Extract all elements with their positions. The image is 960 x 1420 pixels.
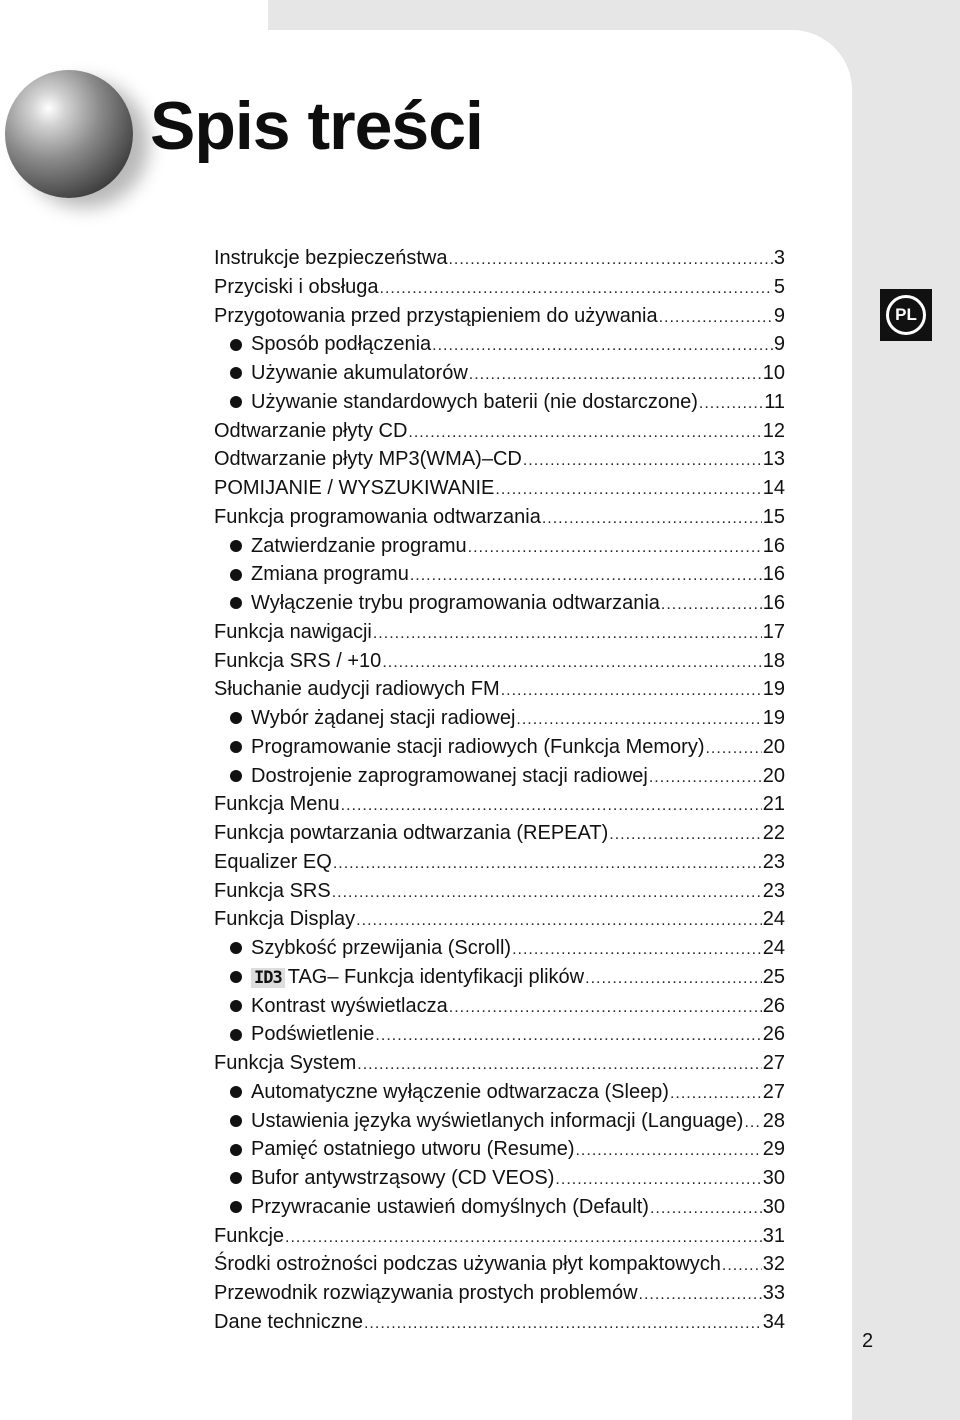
toc-entry <box>214 905 785 934</box>
toc-entry <box>214 675 785 704</box>
toc-page-number: 34 <box>762 1310 785 1333</box>
dot-leader <box>332 879 762 908</box>
dot-leader <box>670 1080 762 1109</box>
bullet-icon <box>230 1086 242 1098</box>
dot-leader <box>661 591 762 620</box>
bullet-icon <box>230 1144 242 1156</box>
toc-entry-text: Słuchanie audycji radiowych FM <box>214 678 500 701</box>
dot-leader <box>575 1137 761 1166</box>
toc-subentry <box>214 704 785 733</box>
bullet-icon <box>230 1201 242 1213</box>
bullet-icon <box>230 597 242 609</box>
toc-entry-text: Używanie standardowych baterii (nie dostarczone) <box>251 390 698 413</box>
toc-page-number: 32 <box>762 1253 785 1276</box>
toc-entry <box>214 445 785 474</box>
bullet-icon <box>230 971 242 983</box>
toc-page-number: 16 <box>762 534 785 557</box>
toc-entry-text: Funkcja nawigacji <box>214 620 372 643</box>
toc-entry <box>214 1250 785 1279</box>
dot-leader <box>380 275 773 304</box>
toc-entry-text: Przewodnik rozwiązywania prostych problemów <box>214 1282 638 1304</box>
toc-entry-text: Środki ostrożności podczas używania płyt kompaktowych <box>214 1253 721 1276</box>
toc-page-number: 30 <box>762 1195 785 1218</box>
toc-entry <box>214 302 785 331</box>
toc-entry-text: Pamięć ostatniego utworu (Resume) <box>251 1138 575 1161</box>
toc-subentry <box>214 1193 785 1222</box>
toc-page-number: 14 <box>762 477 785 499</box>
toc-entry-text: Wybór żądanej stacji radiowej <box>251 707 516 729</box>
bullet-icon <box>230 741 242 753</box>
toc-subentry <box>214 1164 785 1193</box>
dot-leader <box>408 419 761 448</box>
dot-leader <box>495 476 761 505</box>
bullet-icon <box>230 942 242 954</box>
page-title: Spis treści <box>150 88 483 164</box>
dot-leader <box>448 246 772 275</box>
toc-subentry <box>214 560 785 589</box>
toc-entry-text: Przywracanie ustawień domyślnych (Default) <box>251 1195 649 1218</box>
toc-entry-text: Programowanie stacji radiowych (Funkcja Memory) <box>251 735 705 758</box>
toc-entry-text: Instrukcje bezpieczeństwa <box>214 247 448 269</box>
toc-page-number: 29 <box>762 1138 785 1161</box>
toc-entry <box>214 647 785 676</box>
toc-entry-text: Odtwarzanie płyty CD <box>214 419 408 442</box>
dot-leader <box>432 332 773 361</box>
toc-subentry <box>214 934 785 963</box>
dot-leader <box>333 850 762 879</box>
toc-entry-text: TAG– Funkcja identyfikacji plików <box>287 965 585 988</box>
dot-leader <box>744 1109 761 1138</box>
dot-leader <box>449 994 762 1023</box>
toc-subentry <box>214 733 785 762</box>
toc-entry <box>214 417 785 446</box>
toc-entry <box>214 1279 785 1308</box>
toc-page-number: 11 <box>764 390 785 413</box>
dot-leader <box>705 735 761 764</box>
toc-page-number: 23 <box>762 879 785 902</box>
toc-page-number: 27 <box>762 1052 785 1074</box>
toc-subentry <box>214 330 785 359</box>
toc-entry <box>214 877 785 906</box>
toc-page-number: 16 <box>762 592 785 614</box>
toc-page-number: 15 <box>762 505 785 528</box>
toc-subentry <box>214 1078 785 1107</box>
toc-page-number: 20 <box>762 764 785 787</box>
toc-page-number: 20 <box>762 735 785 758</box>
toc-entry-text: Automatyczne wyłączenie odtwarzacza (Sleep) <box>251 1080 669 1103</box>
toc-subentry <box>214 1020 785 1049</box>
toc-entry <box>214 618 785 647</box>
bullet-icon <box>230 712 242 724</box>
bullet-icon <box>230 1000 242 1012</box>
toc-entry <box>214 474 785 503</box>
toc-entry-text: Przygotowania przed przystąpieniem do używania <box>214 304 658 327</box>
toc-entry-text: Wyłączenie trybu programowania odtwarzania <box>251 592 660 614</box>
bullet-icon <box>230 1115 242 1127</box>
toc-entry-text: Funkcja SRS <box>214 879 331 902</box>
toc-page-number: 19 <box>762 678 785 701</box>
bullet-icon <box>230 339 242 351</box>
toc-entry <box>214 848 785 877</box>
toc-entry-text: Funkcja programowania odtwarzania <box>214 505 541 528</box>
dot-leader <box>356 907 762 936</box>
bullet-icon <box>230 1172 242 1184</box>
toc-entry <box>214 1222 785 1251</box>
toc-page-number: 26 <box>762 994 785 1017</box>
toc-page-number: 33 <box>762 1282 785 1304</box>
toc-page-number: 13 <box>762 448 785 471</box>
toc-subentry <box>214 762 785 791</box>
toc-entry-text: Używanie akumulatorów <box>251 362 468 384</box>
bullet-icon <box>230 1029 242 1041</box>
toc-entry-text: POMIJANIE / WYSZUKIWANIE <box>214 477 495 499</box>
toc-page-number: 26 <box>762 1023 785 1046</box>
toc-page-number: 22 <box>762 822 785 844</box>
dot-leader <box>609 821 762 850</box>
toc-page-number: 30 <box>762 1167 785 1189</box>
toc-entry <box>214 790 785 819</box>
dot-leader <box>649 764 762 793</box>
dot-leader <box>555 1166 761 1195</box>
dot-leader <box>364 1310 762 1339</box>
toc-subentry <box>214 359 785 388</box>
toc-page-number: 31 <box>762 1224 785 1247</box>
toc-entry-text: Funkcja Display <box>214 908 356 931</box>
toc-entry <box>214 819 785 848</box>
dot-leader <box>469 361 762 390</box>
dot-leader <box>639 1281 762 1310</box>
toc-entry <box>214 1308 785 1337</box>
dot-leader <box>516 706 761 735</box>
id3-icon: ID3 <box>251 968 285 988</box>
toc-subentry <box>214 992 785 1021</box>
page-number: 2 <box>862 1330 874 1352</box>
toc-page-number: 28 <box>762 1109 785 1132</box>
dot-leader <box>357 1051 761 1080</box>
bullet-icon <box>230 367 242 379</box>
toc-entry-text: Dane techniczne <box>214 1310 363 1333</box>
toc-entry-text: Ustawienia języka wyświetlanych informacji (Language) <box>251 1109 744 1132</box>
toc-page-number: 16 <box>762 563 785 586</box>
dot-leader <box>512 936 762 965</box>
toc-entry-text: Podświetlenie <box>251 1023 375 1046</box>
language-badge <box>880 289 932 341</box>
toc-entry-text: Kontrast wyświetlacza <box>251 994 448 1017</box>
toc-entry-text: Funkcja powtarzania odtwarzania (REPEAT) <box>214 822 609 844</box>
toc-entry-text: Szybkość przewijania (Scroll) <box>251 937 512 959</box>
dot-leader <box>722 1252 762 1281</box>
dot-leader <box>699 390 763 419</box>
toc-subentry <box>214 1107 785 1136</box>
toc-page-number: 12 <box>762 419 785 442</box>
dot-leader <box>410 562 762 591</box>
toc-entry-text: Przyciski i obsługa <box>214 275 379 298</box>
toc-entry <box>214 1049 785 1078</box>
dot-leader <box>341 792 762 821</box>
toc-entry-text: Funkcja SRS / +10 <box>214 649 382 672</box>
toc-entry-text: Bufor antywstrząsowy (CD VEOS) <box>251 1167 555 1189</box>
bullet-icon <box>230 770 242 782</box>
bullet-icon <box>230 396 242 408</box>
toc-subentry <box>214 963 785 992</box>
toc-subentry <box>214 589 785 618</box>
toc-page-number: 9 <box>773 333 785 356</box>
toc-page-number: 27 <box>762 1080 785 1103</box>
dot-leader <box>373 620 762 649</box>
toc-page-number: 18 <box>762 649 785 672</box>
dot-leader <box>501 677 762 706</box>
table-of-contents <box>214 244 785 1337</box>
toc-entry-text: Funkcja Menu <box>214 793 340 816</box>
toc-entry-text: Zmiana programu <box>251 563 409 586</box>
dot-leader <box>650 1195 762 1224</box>
language-badge-label: PL <box>886 295 926 335</box>
toc-page-number: 25 <box>762 965 785 988</box>
toc-entry <box>214 503 785 532</box>
dot-leader <box>585 965 762 994</box>
bullet-icon <box>230 569 242 581</box>
sphere-decoration <box>5 70 133 198</box>
toc-entry-text: Equalizer EQ <box>214 850 332 873</box>
toc-entry <box>214 273 785 302</box>
toc-subentry <box>214 532 785 561</box>
toc-subentry <box>214 388 785 417</box>
toc-entry-text: Sposób podłączenia <box>251 333 432 356</box>
toc-entry <box>214 244 785 273</box>
toc-page-number: 9 <box>773 304 785 327</box>
toc-entry-text: Funkcja System <box>214 1052 357 1074</box>
toc-page-number: 23 <box>762 850 785 873</box>
toc-page-number: 24 <box>762 937 785 959</box>
toc-entry-text: Dostrojenie zaprogramowanej stacji radiowej <box>251 764 648 787</box>
dot-leader <box>382 649 761 678</box>
dot-leader <box>468 534 762 563</box>
dot-leader <box>523 447 762 476</box>
dot-leader <box>285 1224 762 1253</box>
toc-entry-text: Odtwarzanie płyty MP3(WMA)–CD <box>214 448 522 471</box>
dot-leader <box>659 304 773 333</box>
toc-page-number: 5 <box>773 275 785 298</box>
toc-page-number: 24 <box>762 908 785 931</box>
toc-subentry <box>214 1135 785 1164</box>
toc-page-number: 10 <box>762 362 785 384</box>
toc-page-number: 17 <box>762 620 785 643</box>
bullet-icon <box>230 540 242 552</box>
toc-entry-text: Zatwierdzanie programu <box>251 534 467 557</box>
toc-page-number: 3 <box>773 247 785 269</box>
toc-page-number: 19 <box>762 707 785 729</box>
toc-page-number: 21 <box>762 793 785 816</box>
toc-entry-text: Funkcje <box>214 1224 285 1247</box>
dot-leader <box>542 505 762 534</box>
dot-leader <box>375 1022 761 1051</box>
